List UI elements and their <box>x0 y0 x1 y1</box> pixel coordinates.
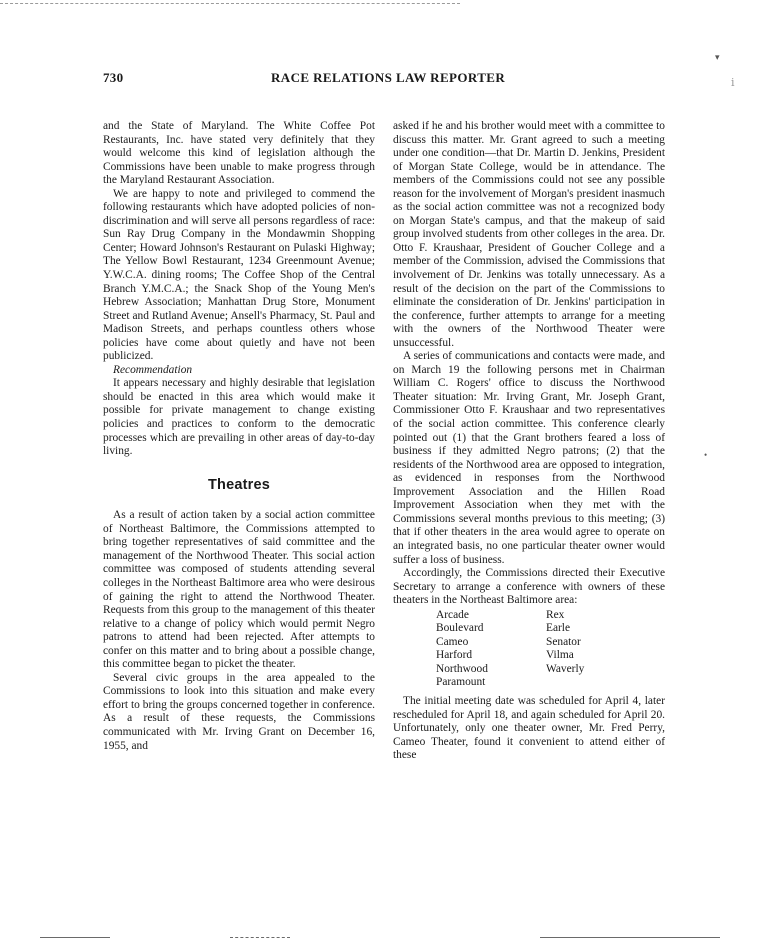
page-header <box>103 70 663 88</box>
theater-name: Northwood <box>436 662 488 675</box>
paragraph: Several civic groups in the area appealed to the Commissions to look into this situation and make every effort to bring the groups concerned together in conference. As a result of these requests, the Commissions communicated with Mr. Irving Grant on December 16, 1955, and <box>103 671 375 752</box>
paragraph: The initial meeting date was scheduled for April 4, later rescheduled for April 18, and again scheduled for April 20. Unfortunately, only one theater owner, Mr. Fred Perry, Cameo Theater, found it convenient to attend either of these <box>393 694 665 762</box>
theater-list <box>436 609 665 690</box>
subheading-recommendation: Recommendation <box>113 363 193 376</box>
paragraph: It appears necessary and highly desirable that legislation should be enacted in this area which would make it possible for private management to change existing policies and practices to conform to the democratic processes which are prevailing in other areas of day-to-day living. <box>103 377 375 458</box>
scan-speck: • <box>704 450 708 460</box>
bottom-scan-rule <box>230 937 290 938</box>
left-column <box>103 120 375 753</box>
bottom-scan-rule <box>540 937 720 938</box>
paragraph: and the State of Maryland. The White Coffee Pot Restaurants, Inc. have stated very definitely that they would welcome this kind of legislation although the Commissions have been unable to make progress through the Maryland Restaurant Association. <box>103 120 375 187</box>
paragraph: Accordingly, the Commissions directed their Executive Secretary to arrange a conference with owners of these theaters in the Northeast Baltimore area: <box>393 567 665 607</box>
paragraph: We are happy to note and privileged to commend the following restaurants which have adopted policies of non-discrimination and will serve all persons regardless of race: Sun Ray Drug Company in the Mondawmin Shopping Center; Howard Johnson's Restaurant on Pulaski Highway; The Yellow Bowl Restaurant, 1234 Greenmount Avenue; Y.W.C.A. dining rooms; The Coffee Shop of the Central Branch Y.M.C.A.; the Snack Shop of the Young Men's Hebrew Association; Manhattan Drug Store, Monument Street and Rutland Avenue; Ansell's Pharmacy, St. Paul and Madison Streets, and perhaps countless others whose policies have come about quietly and have not been publicized. <box>103 187 375 363</box>
theater-name: Senator <box>546 635 581 648</box>
scan-speck: ⅰ <box>731 77 735 89</box>
paragraph: As a result of action taken by a social action committee of Northeast Baltimore, the Commissions attempted to bring together representatives of said committee and the management of the Northwood Theater. This social action committee was composed of students attending several colleges in the Northeast Baltimore area who were desirous of gaining the right to attend the Northwood Theater. Requests from this group to the management of this theater relative to a change of policy which would permit Negro patrons to attend had been rejected. After attempts to confer on this matter and to bring about a possible change, this committee began to picket the theater. <box>103 509 375 671</box>
right-column <box>393 120 665 763</box>
theater-name: Waverly <box>546 662 585 675</box>
top-dashed-rule <box>0 3 460 4</box>
scan-speck: ▾ <box>715 52 720 62</box>
paragraph: A series of communications and contacts were made, and on March 19 the following persons met in Chairman William C. Rogers' office to discuss the Northwood Theater situation: Mr. Irving Grant, Mr. Joseph Grant, Commissioner Otto F. Kraushaar and two representatives of the social action committee. This conference clearly pointed out (1) that the Grant brothers feared a loss of business if they admitted Negro patrons; (2) that the residents of the Northwood area are opposed to integration, as evidenced in responses from the Northwood Improvement Association and the Hillen Road Improvement Association when they met with the Commissions several months previous to this meeting; (3) that if other theaters in the area would agree to operate on an integrated basis, no one particular theater owner would suffer a loss of business. <box>393 350 665 566</box>
theater-name: Rex <box>546 608 565 621</box>
page-number: 730 <box>103 70 124 85</box>
theater-name: Boulevard <box>436 622 484 635</box>
theater-name: Harford <box>436 649 473 662</box>
bottom-scan-rule <box>40 937 110 938</box>
section-title-theatres: Theatres <box>207 476 271 493</box>
running-title: RACE RELATIONS LAW REPORTER <box>271 70 506 85</box>
theater-name: Earle <box>546 622 571 635</box>
theater-name: Arcade <box>436 608 469 621</box>
paragraph: asked if he and his brother would meet with a committee to discuss this matter. Mr. Grant agreed to such a meeting under one condition—that Dr. Martin D. Jenkins, President of Morgan State College, would be in attendance. The members of the Commissions could not see any possible reason for the involvement of Morgan's president inasmuch as the social action committee was not a recognized body on Morgan State's campus, and that the makeup of said group involved students from other colleges in the area. Dr. Otto F. Kraushaar, President of Goucher College and a member of the Commission, advised the Commissions that involvement of Dr. Jenkins was totally unnecessary. As a result of the decision on the part of the Commissions to eliminate the consideration of Dr. Jenkins' participation in the conference, further attempts to arrange for a meeting with the owners of the Northwood Theater were unsuccessful. <box>393 120 665 349</box>
theater-name: Paramount <box>436 676 486 689</box>
theater-name: Vilma <box>546 649 574 662</box>
theater-name: Cameo <box>436 635 469 648</box>
